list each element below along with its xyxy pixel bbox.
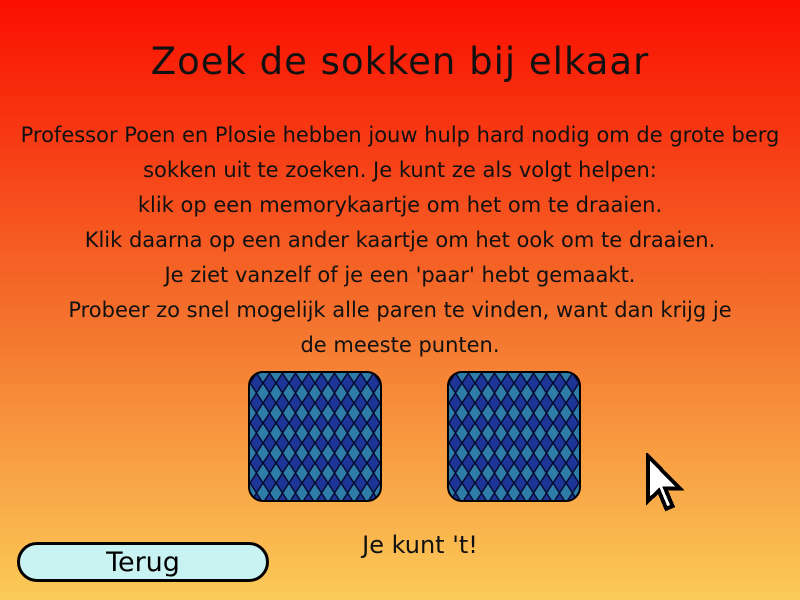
instruction-line: sokken uit te zoeken. Je kunt ze als volgt helpen: xyxy=(143,158,657,182)
instruction-line: klik op een memorykaartje om het om te draaien. xyxy=(137,193,663,217)
instructions xyxy=(0,118,800,363)
card-back-pattern xyxy=(449,373,579,500)
page-title: Zoek de sokken bij elkaar xyxy=(150,40,650,83)
arrow-cursor-icon xyxy=(642,453,684,513)
instruction-line: Klik daarna op een ander kaartje om het ook om te draaien. xyxy=(84,228,716,252)
instruction-line: de meeste punten. xyxy=(300,333,500,357)
back-button-label: Terug xyxy=(106,546,180,578)
back-button[interactable] xyxy=(17,542,269,582)
card-back-pattern xyxy=(250,373,380,500)
instruction-line: Probeer zo snel mogelijk alle paren te vinden, want dan krijg je xyxy=(68,298,732,322)
instruction-line: Je ziet vanzelf of je een 'paar' hebt gemaakt. xyxy=(164,263,636,287)
instruction-line: Professor Poen en Plosie hebben jouw hulp hard nodig om de grote berg xyxy=(20,123,780,147)
memory-card-1[interactable] xyxy=(248,371,382,502)
memory-card-2[interactable] xyxy=(447,371,581,502)
encouragement-text: Je kunt 't! xyxy=(362,531,478,559)
